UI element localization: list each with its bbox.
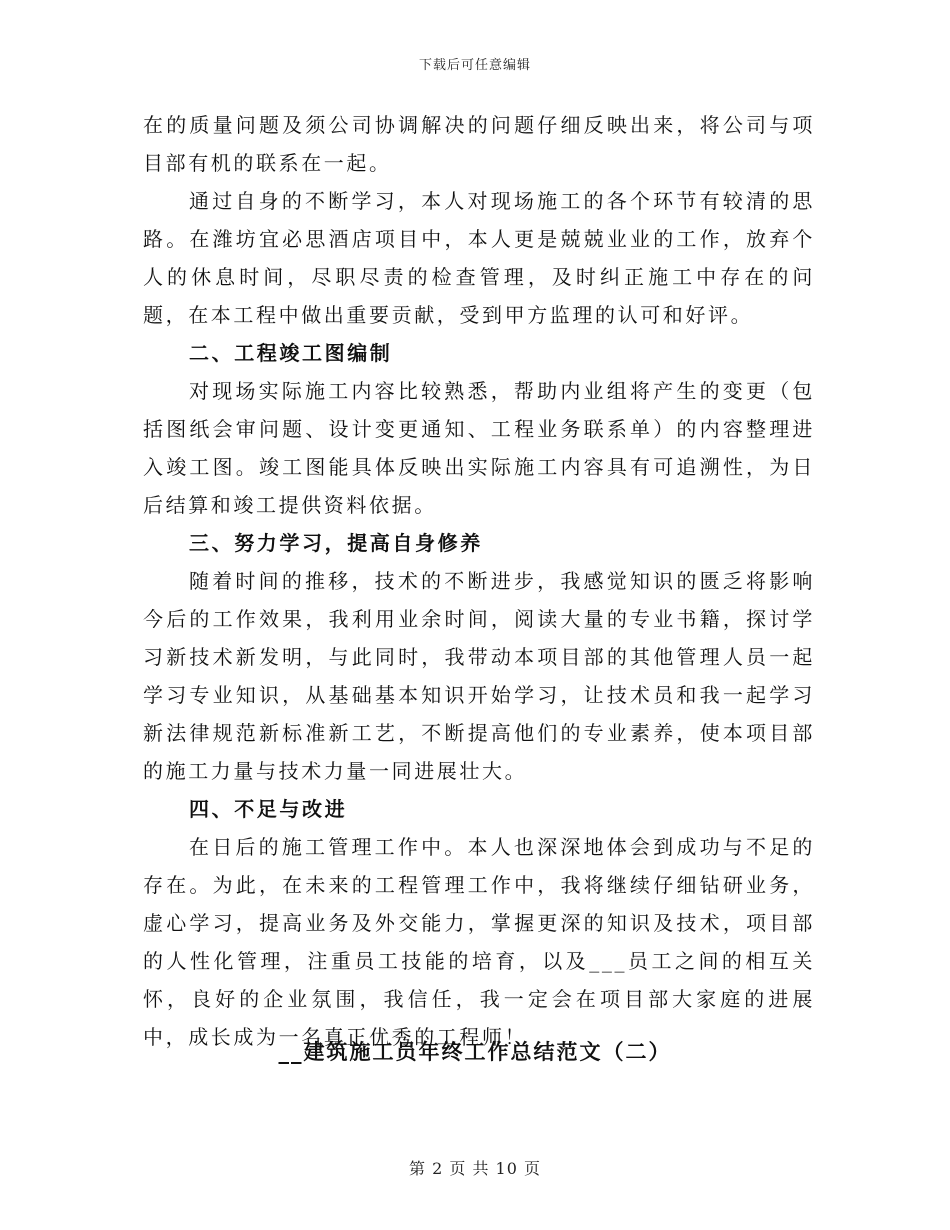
page-number-footer: 第 2 页 共 10 页 bbox=[409, 1159, 541, 1178]
paragraph: 通过自身的不断学习，本人对现场施工的各个环节有较清的思路。在潍坊宜必思酒店项目中，本人更是兢兢业业的工作，放弃个人的休息时间，尽职尽责的检查管理，及时纠正施工中存在的问题，在本工程中做出重要贡献，受到甲方监理的认可和好评。 bbox=[143, 189, 815, 327]
section-heading: 四、不足与改进 bbox=[189, 797, 348, 821]
paragraph: 随着时间的推移，技术的不断进步，我感觉知识的匮乏将影响今后的工作效果，我利用业余时间，阅读大量的专业书籍，探讨学习新技术新发明，与此同时，我带动本项目部的其他管理人员一起学习专业知识，从基础基本知识开始学习，让技术员和我一起学习新法律规范新标准新工艺，不断提高他们的专业素养，使本项目部的施工力量与技术力量一同进展壮大。 bbox=[143, 569, 815, 783]
page-header: 下载后可任意编辑 bbox=[418, 58, 531, 73]
paragraph: 在的质量问题及须公司协调解决的问题仔细反映出来，将公司与项目部有机的联系在一起。 bbox=[143, 113, 815, 175]
paragraph: 在日后的施工管理工作中。本人也深深地体会到成功与不足的存在。为此，在未来的工程管理工作中，我将继续仔细钻研业务，虚心学习，提高业务及外交能力，掌握更深的知识及技术，项目部的人性化管理，注重员工技能的培育，以及___员工之间的相互关怀，良好的企业氛围，我信任，我一定会在项目部大家庭的进展中，成长成为一名真正优秀的工程师！ bbox=[143, 835, 815, 1049]
document-subtitle: __建筑施工员年终工作总结范文（二） bbox=[278, 1039, 672, 1064]
section-heading: 二、工程竣工图编制 bbox=[189, 341, 393, 365]
section-heading: 三、努力学习，提高自身修养 bbox=[189, 531, 483, 555]
paragraph: 对现场实际施工内容比较熟悉，帮助内业组将产生的变更（包括图纸会审问题、设计变更通知、工程业务联系单）的内容整理进入竣工图。竣工图能具体反映出实际施工内容具有可追溯性，为日后结算和竣工提供资料依据。 bbox=[143, 379, 815, 517]
document-body bbox=[143, 106, 815, 1056]
